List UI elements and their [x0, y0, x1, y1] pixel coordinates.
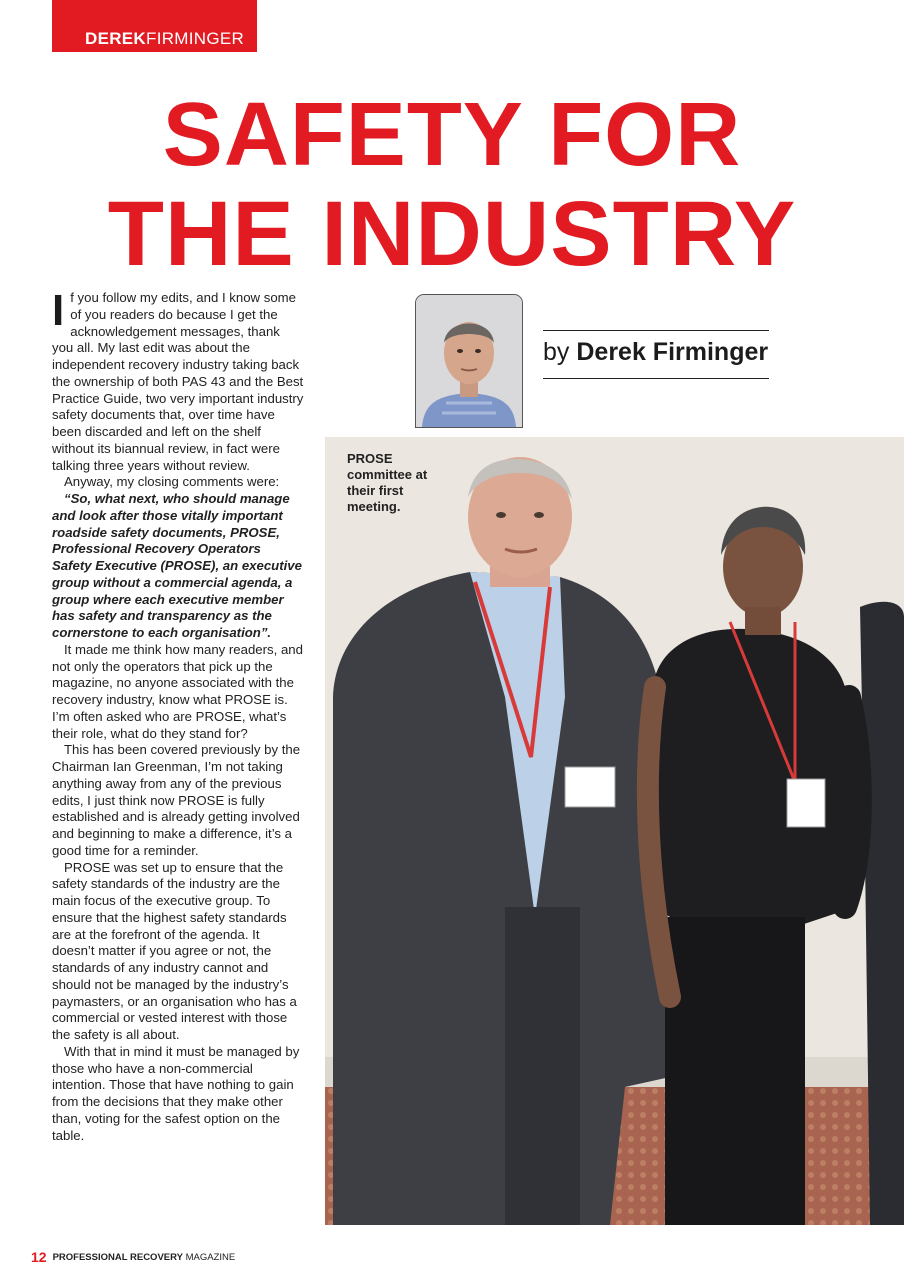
committee-photo-image [325, 437, 904, 1225]
publication-suffix: MAGAZINE [185, 1252, 236, 1263]
article-paragraph-4: This has been covered previously by the Chairman Ian Greenman, I’m not taking anything away from any of the previous edits, I just think now PROSE is fully established and is already getting involved and beginning to make a difference, it’s a good time for a reminder. [52, 742, 301, 858]
committee-photo [325, 437, 904, 1225]
author-portrait [415, 294, 523, 428]
page-number: 12 [31, 1249, 47, 1265]
article-paragraph-3: It made me think how many readers, and not only the operators that pick up the magazine, no anyone associated with the recovery industry, know what PROSE is. I’m often asked who are PROSE, what’s their role, what do they stand for? [52, 641, 303, 741]
author-portrait-image [416, 295, 522, 427]
article-body [52, 286, 304, 1144]
article-paragraph-2: Anyway, my closing comments were: [64, 474, 280, 490]
article-paragraph-6: With that in mind it must be managed by those who have a non-commercial intention. Those that have nothing to gain from the decisions that they make other than, voting for the safest option on the table. [52, 1043, 300, 1143]
section-tag-bold: DEREK [85, 29, 147, 48]
byline-by: by [543, 338, 570, 366]
section-tag [52, 0, 257, 52]
byline-rule-bottom [543, 378, 769, 379]
article-paragraph-5: PROSE was set up to ensure that the safety standards of the industry are the main focus of the executive group. To ensure that the highest safety standards are at the forefront of the agenda. It doesn’t matter if you agree or not, the standards of any industry cannot and should not be managed by the industry’s paymasters, or an organisation who has a commercial or vested interest with those the safety is all about. [52, 859, 297, 1042]
page-footer [31, 1249, 235, 1265]
article-paragraph-1-text: f you follow my edits, and I know some of you readers do because I get the acknowledgement messages, thank you all. My last edit was about the independent recovery industry taking back the ownership of both PAS 43 and the Best Practice Guide, two very important industry safety documents that, over time have been discarded and left on the shelf without its biannual review, in fact were talking three years without review. [52, 290, 304, 473]
drop-cap: I [52, 286, 65, 335]
article-quote: “So, what next, who should manage and look after those vitally important roadside safety documents, PROSE, Professional Recovery Operators Safety Executive (PROSE), an executive group without a commercial agenda, a group where each executive member has safety and transparency as the cornerstone to each organisation”. [52, 491, 302, 640]
publication-name: PROFESSIONAL RECOVERY [52, 1252, 183, 1263]
byline [543, 338, 768, 367]
byline-rule-top [543, 330, 769, 331]
headline-line-2: THE INDUSTRY [107, 183, 797, 285]
headline-line-1: SAFETY FOR [162, 85, 742, 185]
section-tag-regular: FIRMINGER [146, 29, 245, 48]
photo-caption: PROSE committee at their first meeting. [347, 451, 428, 514]
byline-author: Derek Firminger [576, 338, 769, 366]
article-paragraph-1 [52, 286, 304, 474]
